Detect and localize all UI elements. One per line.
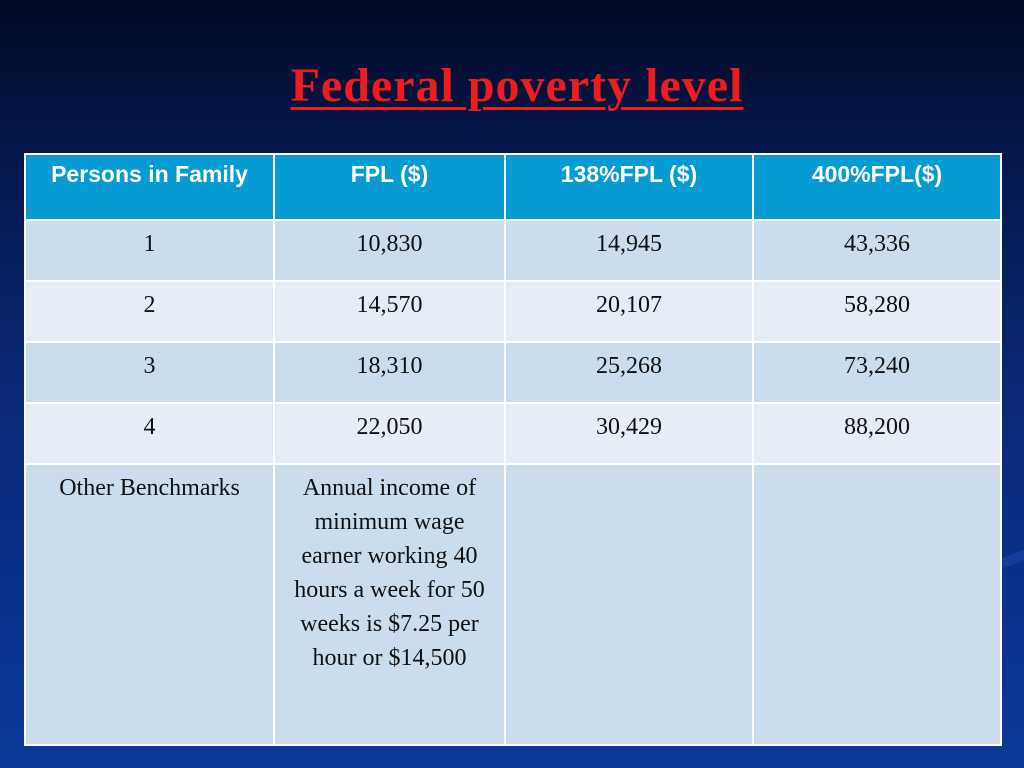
fpl-138-cell: 30,429 — [505, 403, 753, 464]
fpl-cell: 10,830 — [274, 220, 505, 281]
header-fpl: FPL ($) — [274, 154, 505, 220]
table-row — [25, 281, 1001, 342]
fpl-cell: 14,570 — [274, 281, 505, 342]
benchmark-note-text: Annual income of minimum wage earner working 40 hours a week for 50 weeks is $7.25 per hour or $14,500 — [294, 475, 485, 671]
benchmark-empty-cell — [505, 464, 753, 745]
table-row — [25, 220, 1001, 281]
fpl-400-cell: 88,200 — [753, 403, 1001, 464]
benchmark-row — [25, 464, 1001, 745]
header-persons-in-family: Persons in Family — [25, 154, 274, 220]
fpl-400-cell: 43,336 — [753, 220, 1001, 281]
benchmark-note-cell — [274, 464, 505, 745]
header-138-fpl: 138%FPL ($) — [505, 154, 753, 220]
persons-cell: 4 — [25, 403, 274, 464]
persons-cell: 1 — [25, 220, 274, 281]
benchmark-label-cell: Other Benchmarks — [25, 464, 274, 745]
persons-cell: 2 — [25, 281, 274, 342]
table-row — [25, 403, 1001, 464]
fpl-cell: 18,310 — [274, 342, 505, 403]
header-400-fpl: 400%FPL($) — [753, 154, 1001, 220]
fpl-cell: 22,050 — [274, 403, 505, 464]
fpl-table — [24, 153, 1002, 746]
fpl-400-cell: 58,280 — [753, 281, 1001, 342]
benchmark-empty-cell — [753, 464, 1001, 745]
table-row — [25, 342, 1001, 403]
fpl-400-cell: 73,240 — [753, 342, 1001, 403]
fpl-138-cell: 20,107 — [505, 281, 753, 342]
persons-cell: 3 — [25, 342, 274, 403]
fpl-138-cell: 25,268 — [505, 342, 753, 403]
slide-title: Federal poverty level — [290, 59, 744, 112]
fpl-138-cell: 14,945 — [505, 220, 753, 281]
table-header-row — [25, 154, 1001, 220]
